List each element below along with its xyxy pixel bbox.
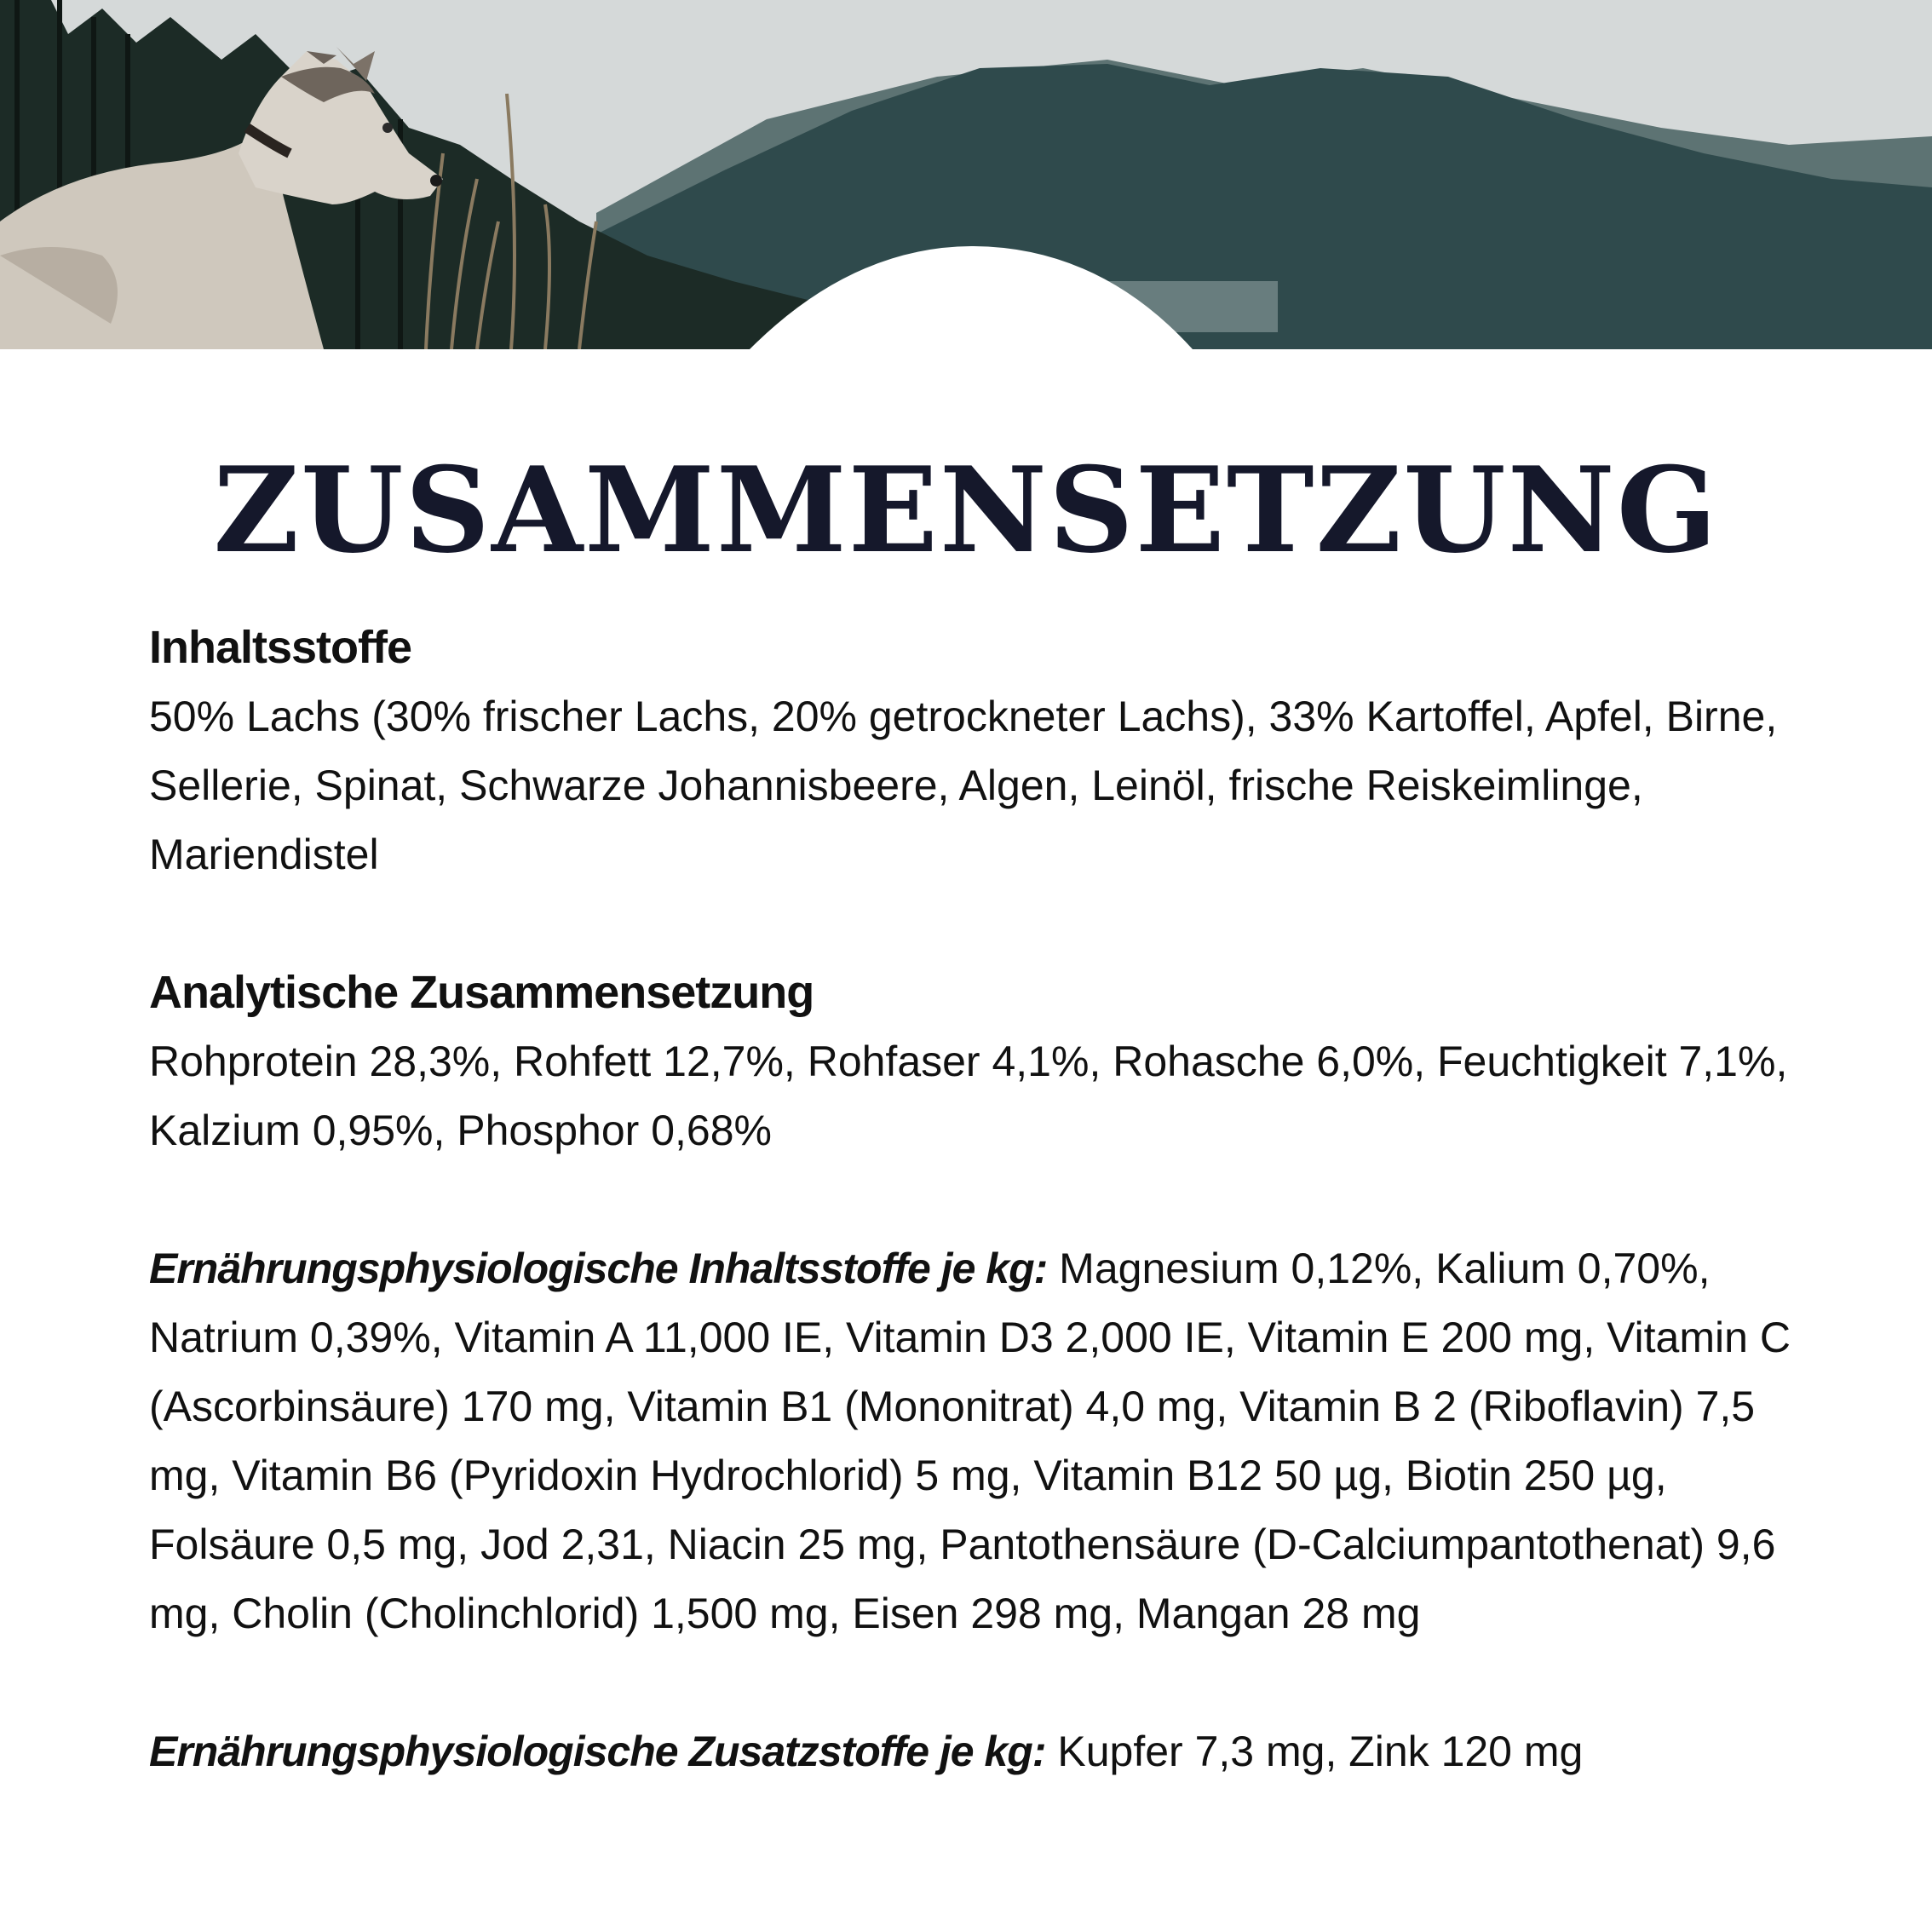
ingredients-text: 50% Lachs (30% frischer Lachs, 20% getrockneter Lachs), 33% Kartoffel, Apfel, Birne, Sellerie, Spinat, Schwarze Johannisbeere, Algen, Leinöl, frische Reiskeimlinge, Mariendistel [149, 693, 1778, 878]
nutritional-ingredients-section [149, 1234, 1819, 1648]
nutritional-additives-label: Ernährungsphysiologische Zusatzstoffe je kg: [149, 1728, 1046, 1775]
husky-landscape-image [0, 0, 1932, 349]
ingredients-heading: Inhaltsstoffe [149, 622, 412, 673]
page-title: ZUSAMMENSETZUNG [213, 440, 1719, 579]
nutritional-additives-section [149, 1717, 1819, 1786]
hero-banner [0, 0, 1932, 349]
nutritional-ingredients-text: Magnesium 0,12%, Kalium 0,70%, Natrium 0,39%, Vitamin A 11,000 IE, Vitamin D3 2,000 IE, Vitamin E 200 mg, Vitamin C (Ascorbinsäure) 170 mg, Vitamin B1 (Mononitrat) 4,0 mg, Vitamin B 2 (Riboflavin) 7,5 mg, Vitamin B6 (Pyridoxin Hydrochlorid) 5 mg, Vitamin B12 50 µg, Biotin 250 µg, Folsäure 0,5 mg, Jod 2,31, Niacin 25 mg, Pantothensäure (D-Calciumpantothenat) 9,6 mg, Cholin (Cholinchlorid) 1,500 mg, Eisen 298 mg, Mangan 28 mg [149, 1245, 1791, 1637]
analytical-text: Rohprotein 28,3%, Rohfett 12,7%, Rohfaser 4,1%, Rohasche 6,0%, Feuchtigkeit 7,1%, Kalzium 0,95%, Phosphor 0,68% [149, 1038, 1788, 1154]
nutritional-additives-text: Kupfer 7,3 mg, Zink 120 mg [1045, 1728, 1584, 1775]
nutritional-additives-paragraph [149, 1717, 1819, 1786]
nutritional-ingredients-paragraph [149, 1234, 1819, 1648]
composition-content [149, 613, 1819, 1855]
analytical-section [149, 958, 1819, 1165]
ingredients-section [149, 613, 1819, 889]
analytical-heading: Analytische Zusammensetzung [149, 967, 814, 1018]
nutritional-ingredients-label: Ernährungsphysiologische Inhaltsstoffe je kg: [149, 1245, 1048, 1292]
